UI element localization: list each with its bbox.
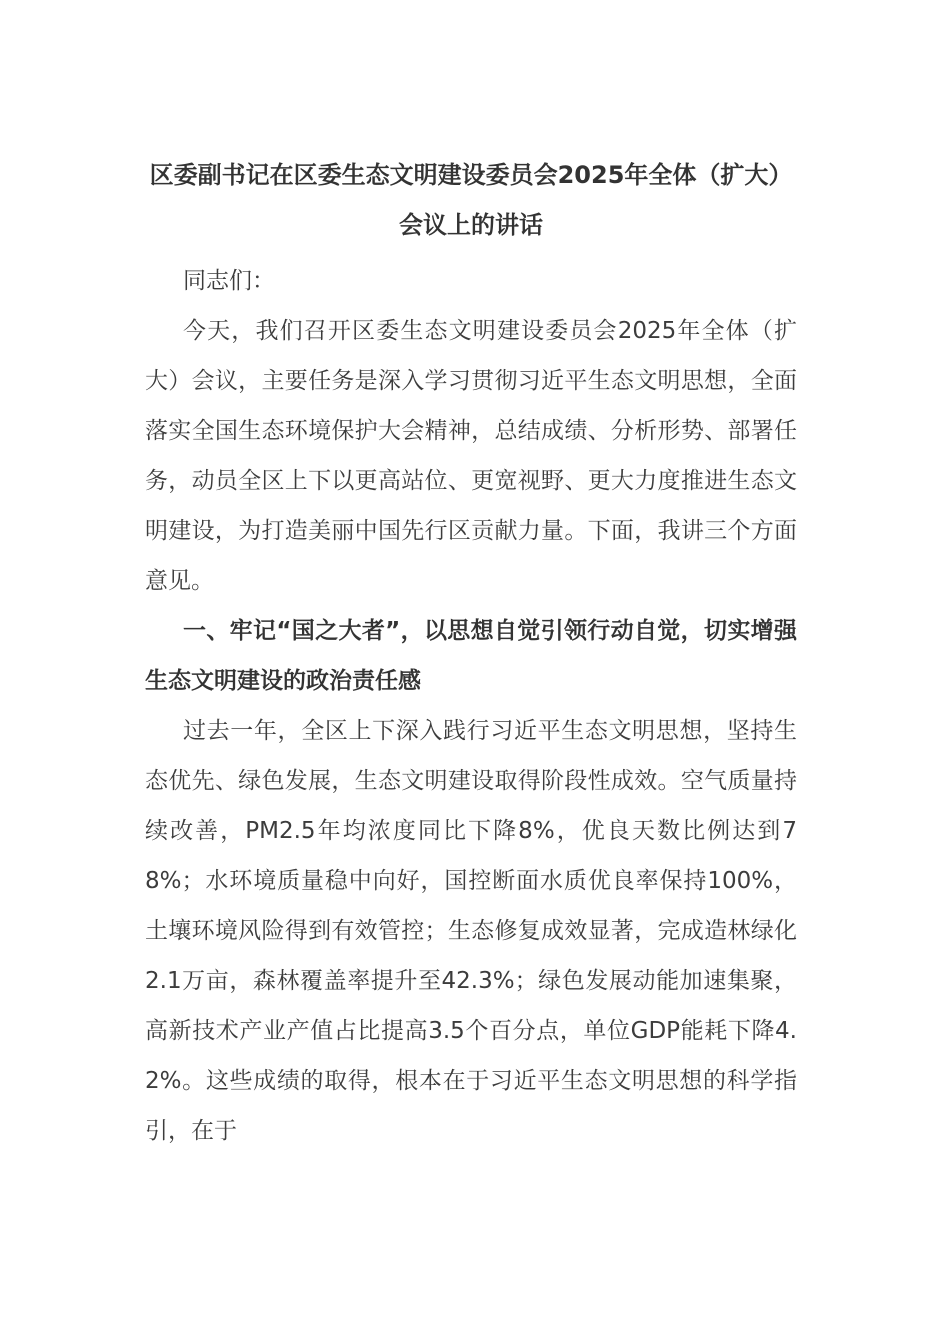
paragraph-intro: 今天，我们召开区委生态文明建设委员会2025年全体（扩大）会议，主要任务是深入学习贯彻习近平生态文明思想，全面落实全国生态环境保护大会精神，总结成绩、分析形势、部署任务，动员全区上下以更高站位、更宽视野、更大力度推进生态文明建设，为打造美丽中国先行区贡献力量。下面，我讲三个方面意见。: [145, 318, 797, 594]
paragraph-achievements: 过去一年，全区上下深入践行习近平生态文明思想，坚持生态优先、绿色发展，生态文明建设取得阶段性成效。空气质量持续改善，PM2.5年均浓度同比下降8%，优良天数比例达到78%；水环境质量稳中向好，国控断面水质优良率保持100%，土壤环境风险得到有效管控；生态修复成效显著，完成造林绿化2.1万亩，森林覆盖率提升至42.3%；绿色发展动能加速集聚，高新技术产业产值占比提高3.5个百分点，单位GDP能耗下降4.2%。这些成绩的取得，根本在于习近平生态文明思想的科学指引，在于: [145, 718, 797, 1144]
section-heading-1: 一、牢记“国之大者”，以思想自觉引领行动自觉，切实增强生态文明建设的政治责任感: [145, 618, 797, 694]
document-body: [145, 150, 797, 1156]
greeting: 同志们：: [183, 268, 275, 294]
document-title: 区委副书记在区委生态文明建设委员会2025年全体（扩大）会议上的讲话: [149, 161, 793, 239]
